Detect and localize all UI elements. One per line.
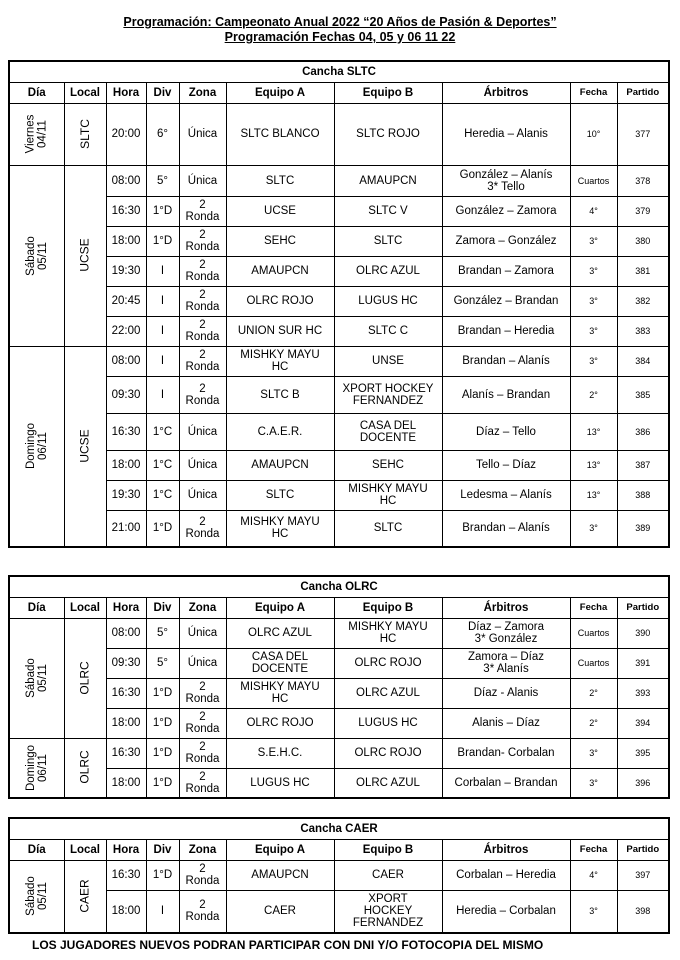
div-cell: I [146,256,179,286]
equipo-a-cell: S.E.H.C. [226,738,334,768]
zona-cell: Única [179,648,226,678]
hora-cell: 16:30 [106,196,146,226]
equipo-a-cell: OLRC ROJO [226,708,334,738]
match-row [9,738,669,768]
zona-cell: Única [179,618,226,648]
zona-cell: Única [179,103,226,165]
arbitros-cell: Díaz - Alanis [442,678,570,708]
hora-cell: 19:30 [106,256,146,286]
local-cell [64,165,106,346]
cancha-row [9,576,669,597]
zona-cell: 2 Ronda [179,738,226,768]
column-header: Zona [179,597,226,618]
arbitros-cell: González – Alanís 3* Tello [442,165,570,196]
partido-cell: 377 [617,103,669,165]
match-row [9,413,669,450]
partido-cell: 379 [617,196,669,226]
hora-cell: 20:00 [106,103,146,165]
equipo-b-cell: OLRC ROJO [334,648,442,678]
local-cell [64,618,106,738]
hora-cell: 16:30 [106,413,146,450]
partido-cell: 387 [617,450,669,480]
hora-cell: 16:30 [106,678,146,708]
equipo-b-cell: SLTC [334,226,442,256]
dia-cell [9,103,64,165]
equipo-b-cell: SLTC C [334,316,442,346]
hora-cell: 16:30 [106,738,146,768]
column-header: Zona [179,839,226,860]
hora-cell: 18:00 [106,708,146,738]
column-header: Árbitros [442,597,570,618]
div-cell: 1°D [146,678,179,708]
column-header: Día [9,82,64,103]
local-cell [64,860,106,933]
hora-cell: 22:00 [106,316,146,346]
partido-cell: 397 [617,860,669,890]
column-header: Hora [106,82,146,103]
match-row [9,890,669,933]
schedule-table [8,575,670,799]
div-cell: 1°D [146,738,179,768]
div-cell: I [146,376,179,413]
div-cell: 1°C [146,450,179,480]
div-cell: I [146,346,179,376]
fecha-cell: 4° [570,196,617,226]
fecha-cell: 3° [570,510,617,547]
hora-cell: 18:00 [106,450,146,480]
arbitros-cell: Brandan – Alanís [442,346,570,376]
div-cell: 1°D [146,196,179,226]
dia-label: Sábado 05/11 [24,658,49,698]
page-title: Programación: Campeonato Anual 2022 “20 Años de Pasión & Deportes” [123,15,557,29]
div-cell: I [146,316,179,346]
column-header: Hora [106,597,146,618]
zona-cell: 2 Ronda [179,286,226,316]
partido-cell: 391 [617,648,669,678]
equipo-a-cell: SLTC [226,165,334,196]
match-row [9,768,669,798]
equipo-b-cell: AMAUPCN [334,165,442,196]
partido-cell: 386 [617,413,669,450]
arbitros-cell: Corbalan – Heredia [442,860,570,890]
equipo-a-cell: SLTC B [226,376,334,413]
arbitros-cell: Díaz – Tello [442,413,570,450]
partido-cell: 382 [617,286,669,316]
fecha-cell: 3° [570,768,617,798]
local-cell [64,103,106,165]
match-row [9,165,669,196]
column-header: Árbitros [442,839,570,860]
equipo-b-cell: OLRC AZUL [334,678,442,708]
arbitros-cell: Brandan – Zamora [442,256,570,286]
div-cell: I [146,890,179,933]
equipo-a-cell: CASA DEL DOCENTE [226,648,334,678]
cancha-row [9,818,669,839]
arbitros-cell: Díaz – Zamora 3* González [442,618,570,648]
column-header: Partido [617,597,669,618]
arbitros-cell: Zamora – Díaz 3* Alanís [442,648,570,678]
div-cell: 1°C [146,480,179,510]
match-row [9,678,669,708]
footer-note: LOS JUGADORES NUEVOS PODRAN PARTICIPAR CON DNI Y/O FOTOCOPIA DEL MISMO [32,938,544,952]
equipo-b-cell: OLRC AZUL [334,768,442,798]
equipo-b-cell: MISHKY MAYU HC [334,618,442,648]
hora-cell: 20:45 [106,286,146,316]
column-header: Equipo B [334,597,442,618]
equipo-b-cell: SLTC [334,510,442,547]
div-cell: 5° [146,618,179,648]
fecha-cell: 13° [570,480,617,510]
equipo-b-cell: OLRC ROJO [334,738,442,768]
fecha-cell: 3° [570,316,617,346]
equipo-a-cell: AMAUPCN [226,256,334,286]
column-header: Fecha [570,597,617,618]
hora-cell: 19:30 [106,480,146,510]
hora-cell: 21:00 [106,510,146,547]
zona-cell: Única [179,450,226,480]
equipo-a-cell: C.A.E.R. [226,413,334,450]
cancha-row [9,61,669,82]
match-row [9,708,669,738]
hora-cell: 16:30 [106,860,146,890]
partido-cell: 396 [617,768,669,798]
hora-cell: 18:00 [106,226,146,256]
fecha-cell: 10° [570,103,617,165]
hora-cell: 09:30 [106,648,146,678]
equipo-a-cell: SLTC BLANCO [226,103,334,165]
zona-cell: 2 Ronda [179,510,226,547]
local-label: OLRC [78,660,92,695]
arbitros-cell: Brandan- Corbalan [442,738,570,768]
equipo-b-cell: LUGUS HC [334,708,442,738]
arbitros-cell: Alanís – Brandan [442,376,570,413]
match-row [9,256,669,286]
schedule-table [8,60,670,548]
fecha-cell: Cuartos [570,618,617,648]
arbitros-cell: Heredia – Corbalan [442,890,570,933]
local-label: SLTC [77,118,92,149]
partido-cell: 383 [617,316,669,346]
equipo-a-cell: LUGUS HC [226,768,334,798]
match-row [9,226,669,256]
hora-cell: 09:30 [106,376,146,413]
header-row [9,597,669,618]
cancha-title: Cancha OLRC [9,576,669,597]
partido-cell: 388 [617,480,669,510]
fecha-cell: 3° [570,226,617,256]
equipo-b-cell: CAER [334,860,442,890]
dia-cell [9,618,64,738]
column-header: Div [146,597,179,618]
column-header: Día [9,839,64,860]
dia-label: Viernes 04/11 [24,114,49,154]
zona-cell: Única [179,413,226,450]
arbitros-cell: Tello – Díaz [442,450,570,480]
column-header: Zona [179,82,226,103]
match-row [9,510,669,547]
partido-cell: 390 [617,618,669,648]
arbitros-cell: González – Zamora [442,196,570,226]
column-header: Día [9,597,64,618]
dia-cell [9,346,64,547]
zona-cell: 2 Ronda [179,226,226,256]
equipo-a-cell: CAER [226,890,334,933]
div-cell: 6° [146,103,179,165]
div-cell: 1°D [146,226,179,256]
equipo-a-cell: AMAUPCN [226,860,334,890]
zona-cell: Única [179,480,226,510]
schedule-table [8,817,670,934]
fecha-cell: Cuartos [570,648,617,678]
div-cell: I [146,286,179,316]
dia-label: Sábado 05/11 [24,235,49,276]
fecha-cell: 2° [570,678,617,708]
arbitros-cell: Zamora – González [442,226,570,256]
column-header: Local [64,839,106,860]
partido-cell: 381 [617,256,669,286]
partido-cell: 378 [617,165,669,196]
zona-cell: 2 Ronda [179,346,226,376]
zona-cell: 2 Ronda [179,768,226,798]
partido-cell: 393 [617,678,669,708]
arbitros-cell: Ledesma – Alanís [442,480,570,510]
dia-cell [9,165,64,346]
dia-cell [9,738,64,798]
column-header: Equipo A [226,597,334,618]
hora-cell: 08:00 [106,346,146,376]
partido-cell: 395 [617,738,669,768]
equipo-b-cell: XPORT HOCKEY FERNANDEZ [334,376,442,413]
equipo-a-cell: AMAUPCN [226,450,334,480]
column-header: Local [64,82,106,103]
match-row [9,618,669,648]
match-row [9,480,669,510]
fecha-cell: 3° [570,256,617,286]
equipo-b-cell: MISHKY MAYU HC [334,480,442,510]
zona-cell: 2 Ronda [179,196,226,226]
hora-cell: 18:00 [106,890,146,933]
match-row [9,286,669,316]
dia-label: Sábado 05/11 [24,876,49,917]
equipo-a-cell: OLRC ROJO [226,286,334,316]
fecha-cell: 3° [570,738,617,768]
column-header: Div [146,839,179,860]
fecha-cell: 3° [570,286,617,316]
zona-cell: 2 Ronda [179,708,226,738]
match-row [9,346,669,376]
match-row [9,376,669,413]
equipo-a-cell: MISHKY MAYU HC [226,346,334,376]
column-header: Hora [106,839,146,860]
equipo-a-cell: OLRC AZUL [226,618,334,648]
local-cell [64,738,106,798]
column-header: Local [64,597,106,618]
equipo-a-cell: MISHKY MAYU HC [226,678,334,708]
fecha-cell: 2° [570,708,617,738]
cancha-title: Cancha SLTC [9,61,669,82]
match-row [9,196,669,226]
div-cell: 1°D [146,768,179,798]
div-cell: 1°C [146,413,179,450]
div-cell: 1°D [146,708,179,738]
column-header: Árbitros [442,82,570,103]
equipo-a-cell: SLTC [226,480,334,510]
equipo-b-cell: CASA DEL DOCENTE [334,413,442,450]
partido-cell: 394 [617,708,669,738]
cancha-title: Cancha CAER [9,818,669,839]
column-header: Equipo A [226,82,334,103]
hora-cell: 08:00 [106,165,146,196]
arbitros-cell: Heredia – Alanis [442,103,570,165]
equipo-a-cell: SEHC [226,226,334,256]
div-cell: 5° [146,648,179,678]
equipo-b-cell: SLTC ROJO [334,103,442,165]
partido-cell: 398 [617,890,669,933]
zona-cell: 2 Ronda [179,376,226,413]
dia-label: Domingo 06/11 [24,423,49,470]
arbitros-cell: Brandan – Alanís [442,510,570,547]
arbitros-cell: Corbalan – Brandan [442,768,570,798]
column-header: Equipo B [334,82,442,103]
arbitros-cell: Alanis – Díaz [442,708,570,738]
fecha-cell: 3° [570,890,617,933]
partido-cell: 384 [617,346,669,376]
fecha-cell: 4° [570,860,617,890]
fecha-cell: 2° [570,376,617,413]
equipo-b-cell: SEHC [334,450,442,480]
local-cell [64,346,106,547]
column-header: Fecha [570,839,617,860]
zona-cell: 2 Ronda [179,678,226,708]
equipo-b-cell: SLTC V [334,196,442,226]
partido-cell: 385 [617,376,669,413]
header-row [9,839,669,860]
equipo-b-cell: OLRC AZUL [334,256,442,286]
equipo-a-cell: UNION SUR HC [226,316,334,346]
local-label: CAER [78,879,92,913]
hora-cell: 18:00 [106,768,146,798]
dia-label: Domingo 06/11 [24,744,49,791]
local-label: UCSE [78,429,92,463]
column-header: Equipo A [226,839,334,860]
partido-cell: 380 [617,226,669,256]
match-row [9,450,669,480]
equipo-b-cell: UNSE [334,346,442,376]
equipo-b-cell: LUGUS HC [334,286,442,316]
hora-cell: 08:00 [106,618,146,648]
div-cell: 1°D [146,510,179,547]
column-header: Div [146,82,179,103]
equipo-a-cell: MISHKY MAYU HC [226,510,334,547]
arbitros-cell: González – Brandan [442,286,570,316]
fecha-cell: Cuartos [570,165,617,196]
column-header: Partido [617,82,669,103]
local-label: UCSE [78,238,92,272]
match-row [9,103,669,165]
match-row [9,648,669,678]
arbitros-cell: Brandan – Heredia [442,316,570,346]
zona-cell: 2 Ronda [179,890,226,933]
partido-cell: 389 [617,510,669,547]
equipo-b-cell: XPORT HOCKEY FERNANDEZ [334,890,442,933]
zona-cell: Única [179,165,226,196]
header-row [9,82,669,103]
column-header: Equipo B [334,839,442,860]
equipo-a-cell: UCSE [226,196,334,226]
local-label: OLRC [78,750,92,784]
fecha-cell: 13° [570,450,617,480]
div-cell: 5° [146,165,179,196]
div-cell: 1°D [146,860,179,890]
column-header: Fecha [570,82,617,103]
zona-cell: 2 Ronda [179,316,226,346]
fecha-cell: 3° [570,346,617,376]
match-row [9,316,669,346]
page-subtitle: Programación Fechas 04, 05 y 06 11 22 [224,30,456,44]
zona-cell: 2 Ronda [179,860,226,890]
column-header: Partido [617,839,669,860]
match-row [9,860,669,890]
fecha-cell: 13° [570,413,617,450]
zona-cell: 2 Ronda [179,256,226,286]
dia-cell [9,860,64,933]
